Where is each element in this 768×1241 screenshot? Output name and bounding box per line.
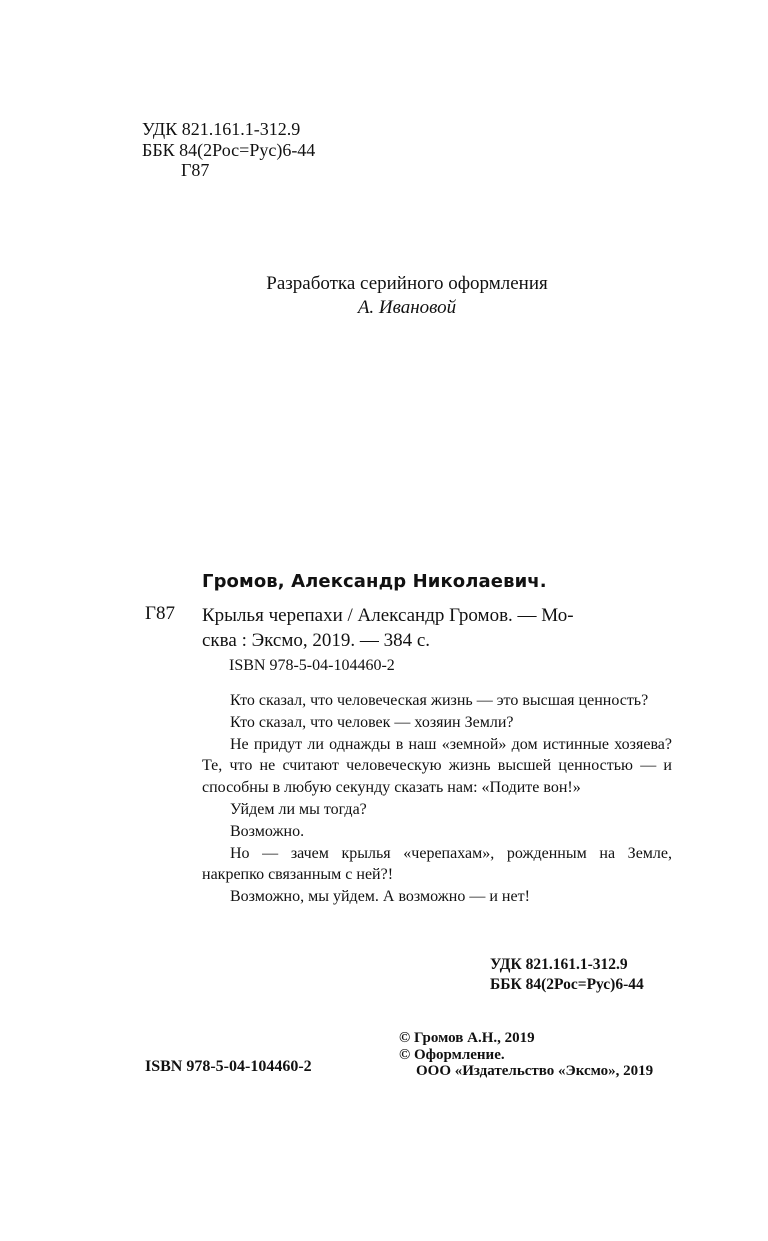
udk-code-top: УДК 821.161.1-312.9 bbox=[142, 119, 301, 139]
annotation-paragraph: Кто сказал, что человек — хозяин Земли? bbox=[230, 713, 514, 731]
copyright-block bbox=[399, 1030, 653, 1080]
isbn-bottom: ISBN 978-5-04-104460-2 bbox=[145, 1058, 312, 1075]
annotation-paragraph: Возможно. bbox=[230, 822, 305, 840]
author-mark: Г87 bbox=[145, 603, 175, 624]
book-author: Громов, Александр Николаевич. bbox=[202, 571, 547, 592]
annotation-paragraph: Не придут ли однажды в наш «земной» дом истинные хозяева? Те, что не считают человеческую жизнь высшей ценностью — и способны в любую секунду сказать нам: «Подите вон!» bbox=[202, 735, 672, 797]
annotation-paragraph: Возможно, мы уйдем. А возможно — и нет! bbox=[230, 888, 530, 906]
designer-name: А. Ивановой bbox=[357, 297, 457, 318]
design-credit-line: Разработка серийного оформления bbox=[266, 273, 548, 294]
copyright-author: © Громов А.Н., 2019 bbox=[399, 1030, 535, 1046]
annotation-paragraph: Уйдем ли мы тогда? bbox=[230, 800, 367, 818]
udk-code-bottom: УДК 821.161.1-312.9 bbox=[490, 956, 628, 973]
annotation bbox=[202, 690, 672, 908]
bbk-code-top: ББК 84(2Рос=Рус)6-44 bbox=[142, 140, 316, 160]
classification-bottom bbox=[490, 955, 644, 995]
copyright-publisher: ООО «Издательство «Эксмо», 2019 bbox=[416, 1063, 654, 1079]
biblio-line-1: Крылья черепахи / Александр Громов. — Мо- bbox=[202, 605, 574, 626]
bibliographic-description bbox=[202, 603, 672, 653]
biblio-line-2: сква : Эксмо, 2019. — 384 с. bbox=[202, 630, 431, 651]
bbk-code-bottom: ББК 84(2Рос=Рус)6-44 bbox=[490, 976, 644, 993]
design-credit-name bbox=[0, 296, 768, 319]
author-mark-top: Г87 bbox=[181, 160, 210, 180]
annotation-paragraph: Кто сказал, что человеческая жизнь — это высшая ценность? bbox=[230, 692, 649, 709]
copyright-design: © Оформление. bbox=[399, 1046, 505, 1063]
annotation-paragraph: Но — зачем крылья «черепахам», рожденным на Земле, накрепко связанным с ней?! bbox=[202, 844, 672, 884]
isbn-record: ISBN 978-5-04-104460-2 bbox=[229, 657, 395, 674]
